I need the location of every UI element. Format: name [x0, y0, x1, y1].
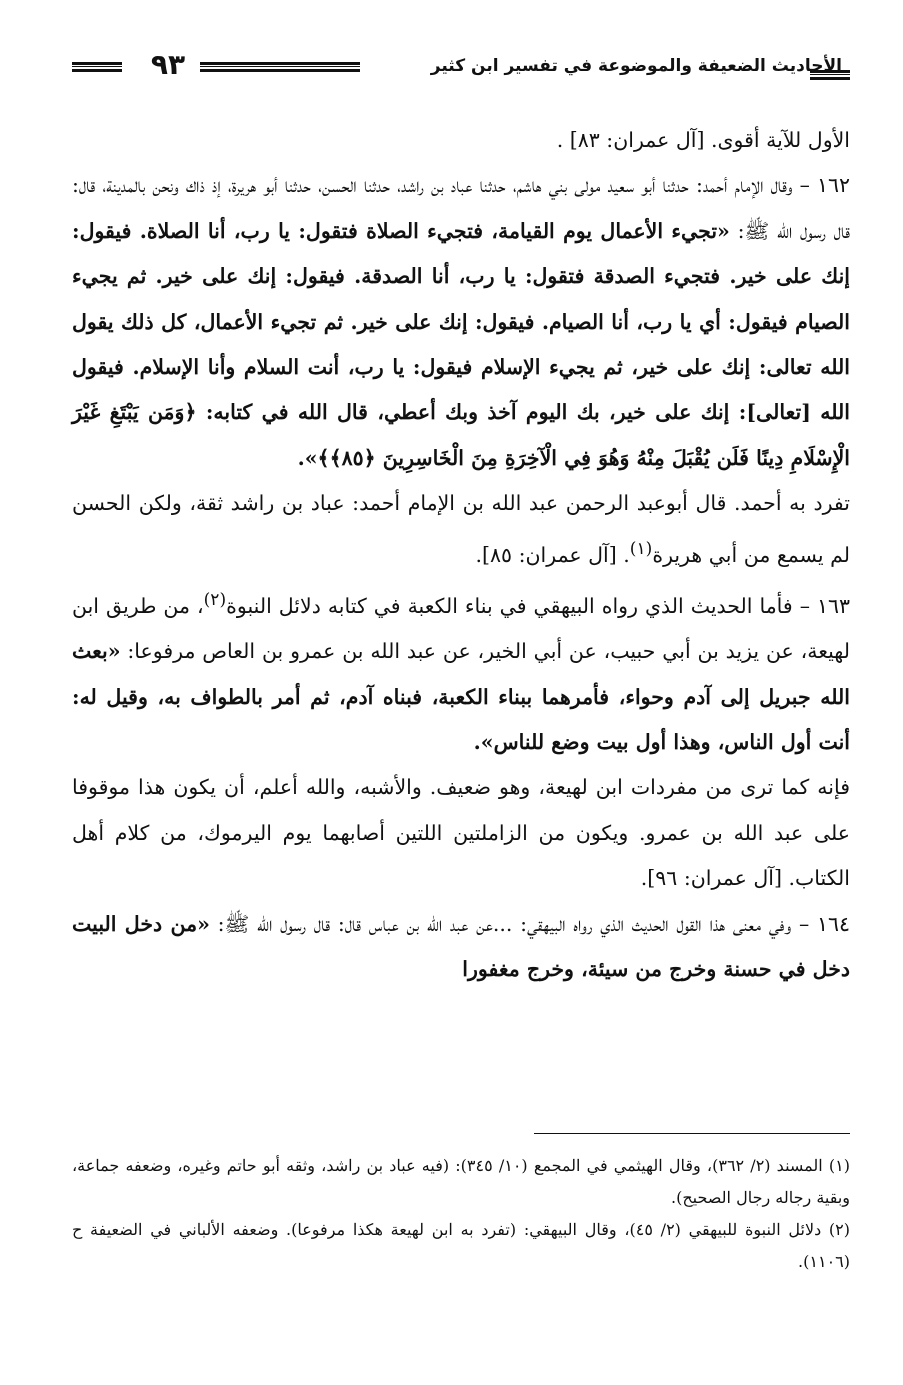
header-rule-right [810, 70, 850, 81]
paragraph-163-intro: ١٦٣ – فأما الحديث الذي رواه البيهقي في بناء الكعبة في كتابه دلائل النبوة [226, 593, 851, 618]
paragraph-163-chain: ، من طريق ابن لهيعة، عن يزيد بن أبي حبيب، عن أبي الخير، عن عبد الله بن عمرو بن العاص مرفوعا: [72, 593, 850, 664]
paragraph-1 [72, 118, 850, 163]
commentary-162-reference: . [آل عمران: ٨٥]. [475, 542, 630, 567]
paragraph-164 [72, 902, 850, 993]
paragraph-162-chain: ١٦٢ – وقال الإمام أحمد: حدثنا أبو سعيد مولى بني هاشم، حدثنا عباد بن راشد، حدثنا الحسن، حدثنا أبو هريرة، إذ ذاك ونحن بالمدينة، قال: قال رسول الله ﷺ: [72, 173, 851, 243]
paragraph-1-text: الأول للآية أقوى. [آل عمران: ٨٣] . [556, 128, 850, 152]
hadith-162-text: «تجيء الأعمال يوم القيامة، فتجيء الصلاة فتقول: يا رب، أنا الصلاة. فيقول: إنك على خير. فتجيء الصدقة فتقول: يا رب، أنا الصدقة. فيقول: إنك على خير. ثم يجيء الصيام فيقول: أي يا رب، أنا الصيام. فيقول: إنك على خير. ثم تجيء الأعمال، كل ذلك يقول الله تعالى: إنك على خير، ثم يجيء الإسلام فيقول: يا رب، أنت السلام وأنا الإسلام. فيقول الله [تعالى]: إنك على خير، بك اليوم آخذ وبك أعطي، قال الله في كتابه: ﴿وَمَن يَبْتَغِ غَيْرَ الْإِسْلَامِ دِينًا فَلَن يُقْبَلَ مِنْهُ وَهُوَ فِي الْآخِرَةِ مِنَ الْخَاسِرِينَ ﴿٨٥﴾﴾». [72, 218, 850, 470]
commentary-162-text: تفرد به أحمد. قال أبوعبد الرحمن عبد الله بن الإمام أحمد: عباد بن راشد ثقة، ولكن الحسن لم يسمع من أبي هريرة [72, 491, 850, 567]
footnote-1: (١) المسند (٢/ ٣٦٢)، وقال الهيثمي في المجمع (١٠/ ٣٤٥): (فيه عباد بن راشد، وثقه أبو حاتم وغيره، وضعفه جماعة، وبقية رجاله رجال الصحيح). [72, 1156, 851, 1207]
page-header [72, 48, 850, 88]
commentary-163-text: فإنه كما ترى من مفردات ابن لهيعة، وهو ضعيف. والأشبه، والله أعلم، أن يكون هذا موقوفا على عبد الله بن عمرو. ويكون من الزاملتين اللتين أصابهما يوم اليرموك، من كلام أهل الكتاب. [آل عمران: ٩٦]. [72, 775, 850, 891]
page-number: ٩٣ [150, 48, 186, 81]
paragraph-commentary-162 [72, 481, 850, 578]
footnote-2: (٢) دلائل النبوة للبيهقي (٢/ ٤٥)، وقال البيهقي: (تفرد به ابن لهيعة هكذا مرفوعا). وضعفه الألباني في الضعيفة ح (١١٠٦). [72, 1220, 851, 1271]
paragraph-162 [72, 163, 850, 481]
footnotes [72, 1150, 850, 1278]
header-rule-middle [200, 62, 360, 73]
hadith-163-text: «بعث الله جبريل إلى آدم وحواء، فأمرهما ببناء الكعبة، فبناه آدم، ثم أمر بالطواف به، وقيل له: أنت أول الناس، وهذا أول بيت وضع للناس». [72, 639, 850, 754]
hadith-164-text: «من دخل البيت دخل في حسنة وخرج من سيئة، وخرج مغفورا [72, 911, 850, 981]
header-rule-left [72, 62, 122, 73]
running-title: الأحاديث الضعيفة والموضوعة في تفسير ابن كثير [430, 56, 842, 76]
paragraph-163 [72, 578, 850, 765]
paragraph-164-chain: ١٦٤ – وفي معنى هذا القول الحديث الذي رواه البيهقي: ...عن عبد الله بن عباس قال: قال رسول الله ﷺ: [217, 911, 850, 936]
footnote-ref-2[interactable]: (٢) [203, 589, 227, 610]
paragraph-commentary-163 [72, 765, 850, 901]
main-text [72, 118, 850, 992]
footnote-ref-1[interactable]: (١) [629, 538, 653, 559]
footnote-separator [534, 1133, 850, 1134]
